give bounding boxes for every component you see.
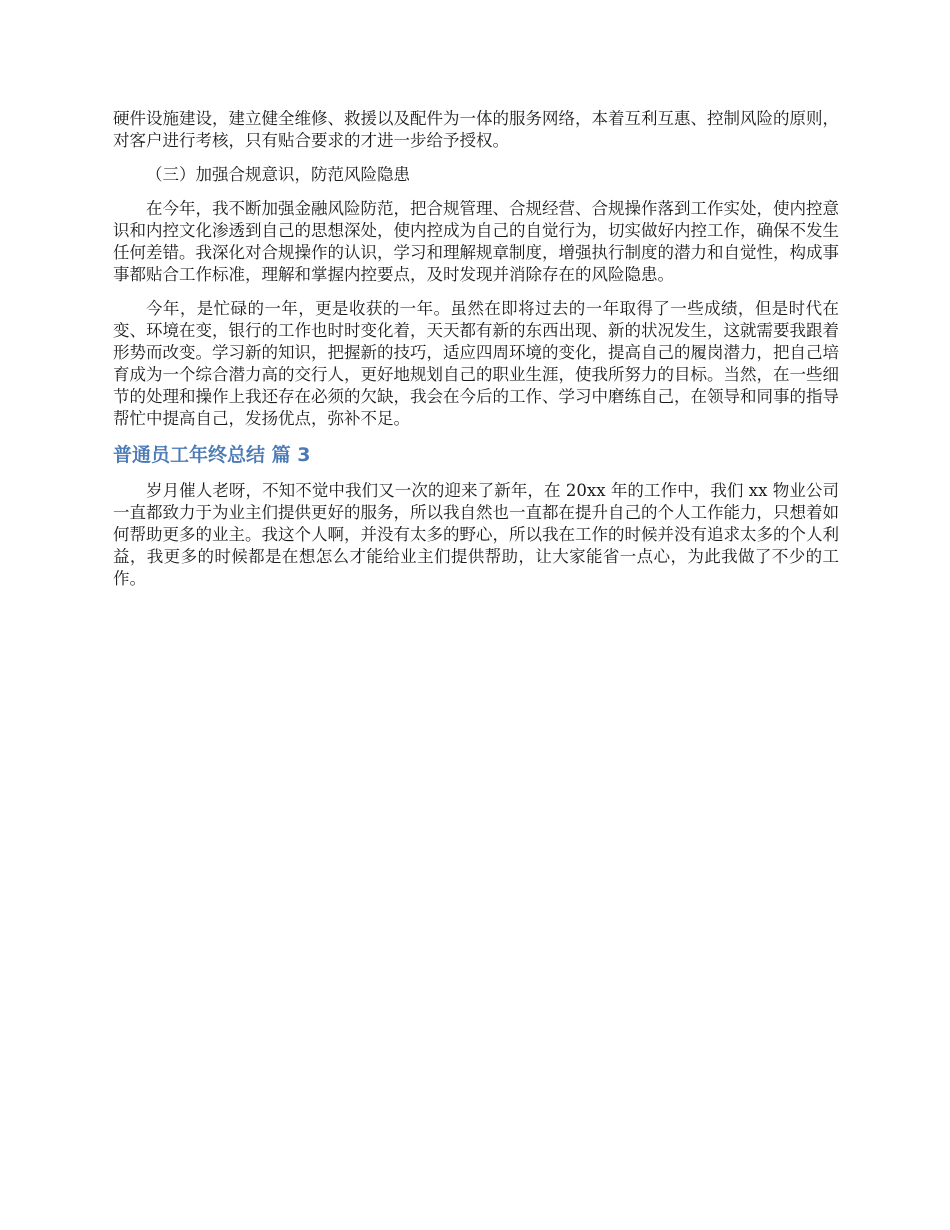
subheading-compliance: （三）加强合规意识，防范风险隐患: [146, 165, 410, 184]
paragraph-summary: 今年，是忙碌的一年，更是收获的一年。虽然在即将过去的一年取得了一些成绩，但是时代在变、环境在变，银行的工作也时时变化着，天天都有新的东西出现、新的状况发生，这就需要我跟着形势而改变。学习新的知识，把握新的技巧，适应四周环境的变化，提高自己的履岗潜力，把自己培育成为一个综合潜力高的交行人，更好地规划自己的职业生涯，使我所努力的目标。当然，在一些细节的处理和操作上我还存在必须的欠缺，我会在今后的工作、学习中磨练自己，在领导和同事的指导帮忙中提高自己，发扬优点，弥补不足。: [113, 299, 839, 428]
paragraph-continuation: 硬件设施建设，建立健全维修、救援以及配件为一体的服务网络，本着互利互惠、控制风险的原则，对客户进行考核，只有贴合要求的才进一步给予授权。: [113, 109, 839, 150]
document-page: [113, 108, 839, 602]
paragraph-section3: 岁月催人老呀，不知不觉中我们又一次的迎来了新年，在 20xx 年的工作中，我们 xx 物业公司一直都致力于为业主们提供更好的服务，所以我自然也一直都在提升自己的个人工作能力，只想着如何帮助更多的业主。我这个人啊，并没有太多的野心，所以我在工作的时候并没有追求太多的个人利益，我更多的时候都是在想怎么才能给业主们提供帮助，让大家能省一点心，为此我做了不少的工作。: [113, 481, 839, 588]
section-heading: 普通员工年终总结 篇 3: [113, 444, 311, 466]
paragraph-compliance: 在今年，我不断加强金融风险防范，把合规管理、合规经营、合规操作落到工作实处，使内控意识和内控文化渗透到自己的思想深处，使内控成为自己的自觉行为，切实做好内控工作，确保不发生任何差错。我深化对合规操作的认识，学习和理解规章制度，增强执行制度的潜力和自觉性，构成事事都贴合工作标准，理解和掌握内控要点，及时发现并消除存在的风险隐患。: [113, 199, 839, 284]
